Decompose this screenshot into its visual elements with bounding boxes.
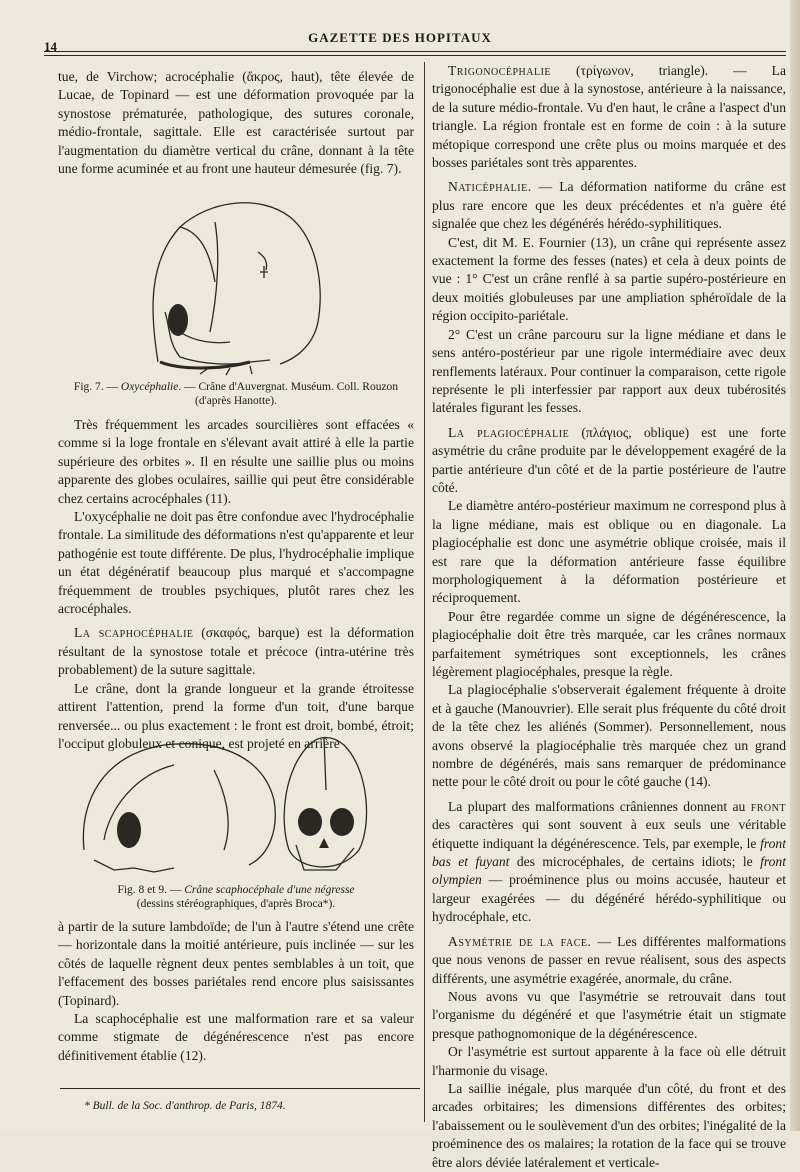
paragraph: C'est, dit M. E. Fournier (13), un crâne qui représente assez exactement la forme des fesses (nates) et cela à deux points de vue : 1° C'est un crâne renflé à sa partie supéro-postérieure en deux moitiés globuleuses par une ampliation sphéroïdale de la région occipito-pariétale. <box>432 234 786 324</box>
left-column-middle <box>58 416 414 753</box>
footnote: * Bull. de la Soc. d'anthrop. de Paris, 1874. <box>84 1100 286 1112</box>
paragraph: tue, de Virchow; acrocéphalie (ἄκρος, haut), tête élevée de Lucae, de Topinard — est une déformation provoquée par la synostose prématurée, pathologique, des sutures coronale, médio-frontale, sagittale. Elle est caractérisée surtout par l'augmentation du diamètre vertical du crâne, donnant à la tête une forme acuminée et au front une hauteur démesurée (fig. 7). <box>58 69 414 177</box>
header-rule-thin <box>44 55 786 56</box>
italic-term: front olympien <box>432 854 786 888</box>
footnote-rule <box>60 1088 420 1089</box>
section-term: Trigonocéphalie <box>448 63 552 78</box>
figure-7-skull <box>140 192 330 377</box>
running-title: GAZETTE DES HOPITAUX <box>308 30 492 45</box>
column-divider <box>424 62 425 1122</box>
paragraph: Très fréquemment les arcades sourcilières sont effacées « comme si la loge frontale en s'élevant avait attiré à elle la partie supérieure des orbites ». Il en résulte une saillie plus ou moins apparente des globes oculaires, saillie qui peut être considérable chez certains acrocéphales (11). <box>58 417 414 506</box>
italic-term: front bas et fuyant <box>432 835 786 870</box>
paragraph: La saillie inégale, plus marquée d'un côté, du front et des arcades orbitaires; les dimensions différentes des orbites; l'abaissement ou le soulèvement d'un des orbites; l'inégalité de la proéminence des os malaires; la rotation de la face qui se trouve être alors déviée latéralement et verticale- <box>432 1080 786 1170</box>
page-number: 14 <box>44 39 57 54</box>
section-term: front <box>750 798 786 814</box>
paragraph: Naticéphalie. — La déformation natiforme du crâne est plus rare encore que les deux précédentes et n'a guère été signalée que chez les dégénérés hérédo-syphilitiques. <box>432 179 786 232</box>
right-column <box>432 62 786 1172</box>
paragraph: Trigonocéphalie (τρίγωνον, triangle). — La trigonocéphalie est due à la synostose, antérieure à la naissance, de la suture médio-frontale. Vu d'en haut, le crâne a l'aspect d'un triangle. La région frontale est en forme de coin : à la suture métopique correspond une crête plus ou moins marquée et des bosses pariétales sont très apparentes. <box>432 63 786 171</box>
figure-7-caption <box>58 380 414 408</box>
page-edge <box>790 0 800 1131</box>
paragraph: La plagiocéphalie (πλάγιος, oblique) est une forte asymétrie du crâne produite par le développement exagéré de la partie antérieure d'un côté et de la partie postérieure de l'autre côté. <box>432 424 787 495</box>
paragraph: 2° C'est un crâne parcouru sur la ligne médiane et dans le sens antéro-postérieur par une rigole intermédiaire avec deux renflements latéraux. Pour continuer la comparaison, cette rigole représente le pli interfessier par rapport aux deux tubérosités latérales figurant les fesses. <box>432 326 786 416</box>
section-term: La scaphocéphalie <box>74 625 194 641</box>
paragraph: La scaphocéphalie (σκαφός, barque) est la déformation résultant de la synostose totale et précoce (intra-utérine très probablement) de la suture sagittale. <box>58 625 414 678</box>
paragraph: Nous avons vu que l'asymétrie se retrouvait dans tout l'organisme du dégénéré et que l'asymétrie était un stigmate presque pathognomonique de la dégénérescence. <box>432 988 786 1041</box>
left-column-intro <box>58 68 414 178</box>
paragraph: Le crâne, dont la grande longueur et la grande étroitesse attirent l'attention, prend la forme d'un toit, d'une barque renversée... ou plus exactement : le front est droit, bombé, étroit; l'occiput globuleux et conique, est projeté en arrière <box>58 680 414 751</box>
section-term: La plagiocéphalie <box>448 424 570 440</box>
paragraph: La plupart des malformations crâniennes donnent au front des caractères qui sont souvent à eux seuls une véritable étiquette indiquant la dégénérescence. Tels, par exemple, le front bas et fuyant des microcéphales, de certains idiots; le front olympien — proéminence plus ou moins accusée, hauteur et largeur exagérées — du dégénéré hérédo-syphilitique ou hydrocéphale, etc. <box>432 798 786 925</box>
figures-8-9-caption <box>58 883 414 911</box>
figures-8-9-skulls <box>74 730 414 880</box>
section-term: Naticéphalie. <box>448 179 532 195</box>
left-column-bottom <box>58 918 414 1065</box>
paragraph: à partir de la suture lambdoïde; de l'un à l'autre s'étend une crête — horizontale dans la moitié antérieure, puis inclinée — sur les côtés de laquelle règnent deux pentes semblables à un toit, que l'effacement des bosses pariétales rend encore plus saisissantes (Topinard). <box>58 919 414 1008</box>
paragraph: Le diamètre antéro-postérieur maximum ne correspond plus à la ligne médiane, mais est oblique ou en diagonale. La plagiocéphalie est donc une asymétrie oblique croisée, mais il est rare que la déformation antérieure fasse équilibre morphologiquement à la déformation postérieure et réciproquement. <box>432 498 786 606</box>
caption-line: (d'après Hanotte). <box>195 395 277 407</box>
paragraph: L'oxycéphalie ne doit pas être confondue avec l'hydrocéphalie frontale. La similitude des déformations n'est qu'apparente et leur pathogénie est toute différente. De plus, l'hydrocéphalie implique un état dégénératif beaucoup plus marqué et s'accompagne fréquemment de troubles psychiques, plutôt rares chez les acrocéphales. <box>58 509 414 617</box>
paragraph: Pour être regardée comme un signe de dégénérescence, la plagiocéphalie doit être très marquée, car les crânes normaux parfaitement symétriques sont exceptionnels, les crânes légèrement plagiocéphales, presque la règle. <box>432 608 786 679</box>
paragraph: La plagiocéphalie s'observerait également fréquente à droite et à gauche (Manouvrier). Elle serait plus fréquente du côté droit de la tête chez les aliénés (Sommer). Personnellement, nous avons observé la plagiocéphalie très marquée chez un grand nombre de dégénérés, mais sans remarquer de prédominance nette pour le côté droit ou pour le côté gauche (14). <box>432 682 786 790</box>
paragraph: Or l'asymétrie est surtout apparente à la face où elle détruit l'harmonie du visage. <box>432 1044 786 1078</box>
paragraph: La scaphocéphalie est une malformation rare et sa valeur comme stigmate de dégénérescence n'est pas encore définitivement établie (12). <box>58 1011 414 1063</box>
section-term: Asymétrie de la face. <box>448 933 592 949</box>
header-rule <box>44 51 786 52</box>
caption-line: (dessins stéréographiques, d'après Broca*). <box>136 898 336 910</box>
paragraph: Asymétrie de la face. — Les différentes malformations que nous venons de passer en revue réalisent, sous des aspects différents, une asymétrie exagérée, anormale, du crâne. <box>432 933 787 986</box>
caption-line: Fig. 8 et 9. — Crâne scaphocéphale d'une négresse <box>117 884 355 896</box>
caption-line: Fig. 7. — Oxycéphalie. — Crâne d'Auvergnat. Muséum. Coll. Rouzon <box>73 381 399 393</box>
